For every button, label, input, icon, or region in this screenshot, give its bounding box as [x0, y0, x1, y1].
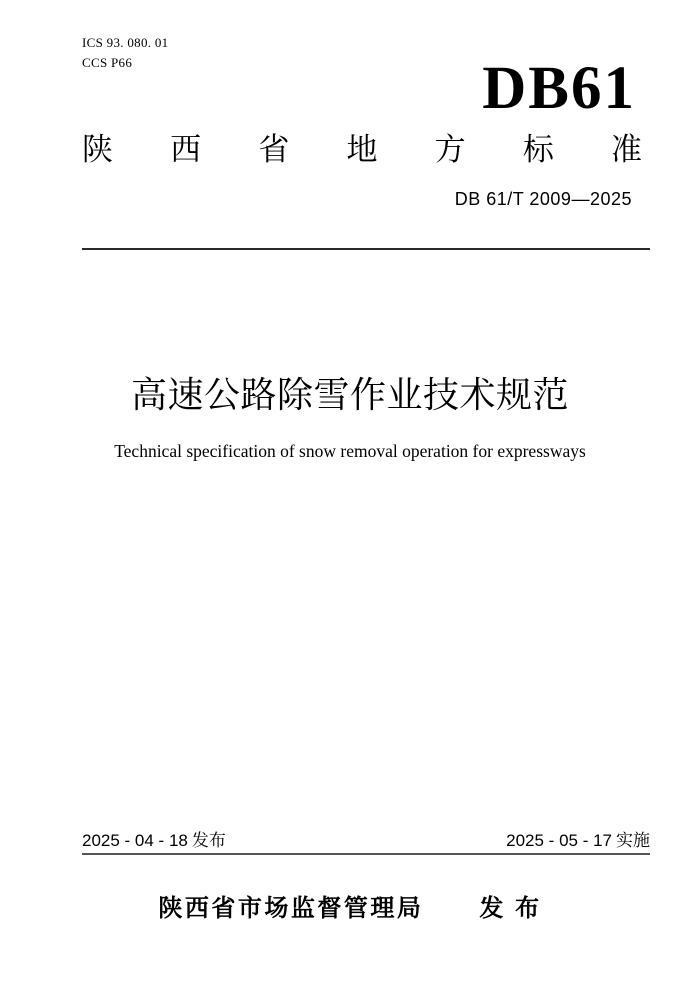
db61-region-mark: DB61: [482, 55, 636, 122]
classification-codes: [82, 33, 168, 73]
publisher-name: 陕西省市场监督管理局: [158, 895, 424, 922]
dates-row: [82, 830, 650, 852]
ccs-code: CCS P66: [82, 55, 133, 70]
document-title-zh: 高速公路除雪作业技术规范: [130, 374, 569, 415]
issue-date: 2025 - 04 - 18: [82, 831, 188, 850]
implement-date-item: [506, 830, 650, 852]
document-title-en: Technical specification of snow removal operation for expressways: [114, 441, 586, 461]
standard-type-heading: 陕西省地方标准: [82, 132, 642, 167]
footer-divider-rule: [82, 853, 650, 855]
header-divider-rule: [82, 248, 650, 250]
ics-code: ICS 93. 080. 01: [82, 35, 169, 50]
publisher-row: [0, 894, 700, 924]
implement-date: 2025 - 05 - 17: [506, 831, 612, 850]
issue-date-item: [82, 830, 226, 852]
issue-date-label: 发布: [191, 831, 226, 850]
standard-number: DB 61/T 2009—2025: [454, 189, 632, 209]
implement-date-label: 实施: [616, 831, 650, 850]
publish-label: 发 布: [479, 895, 542, 922]
